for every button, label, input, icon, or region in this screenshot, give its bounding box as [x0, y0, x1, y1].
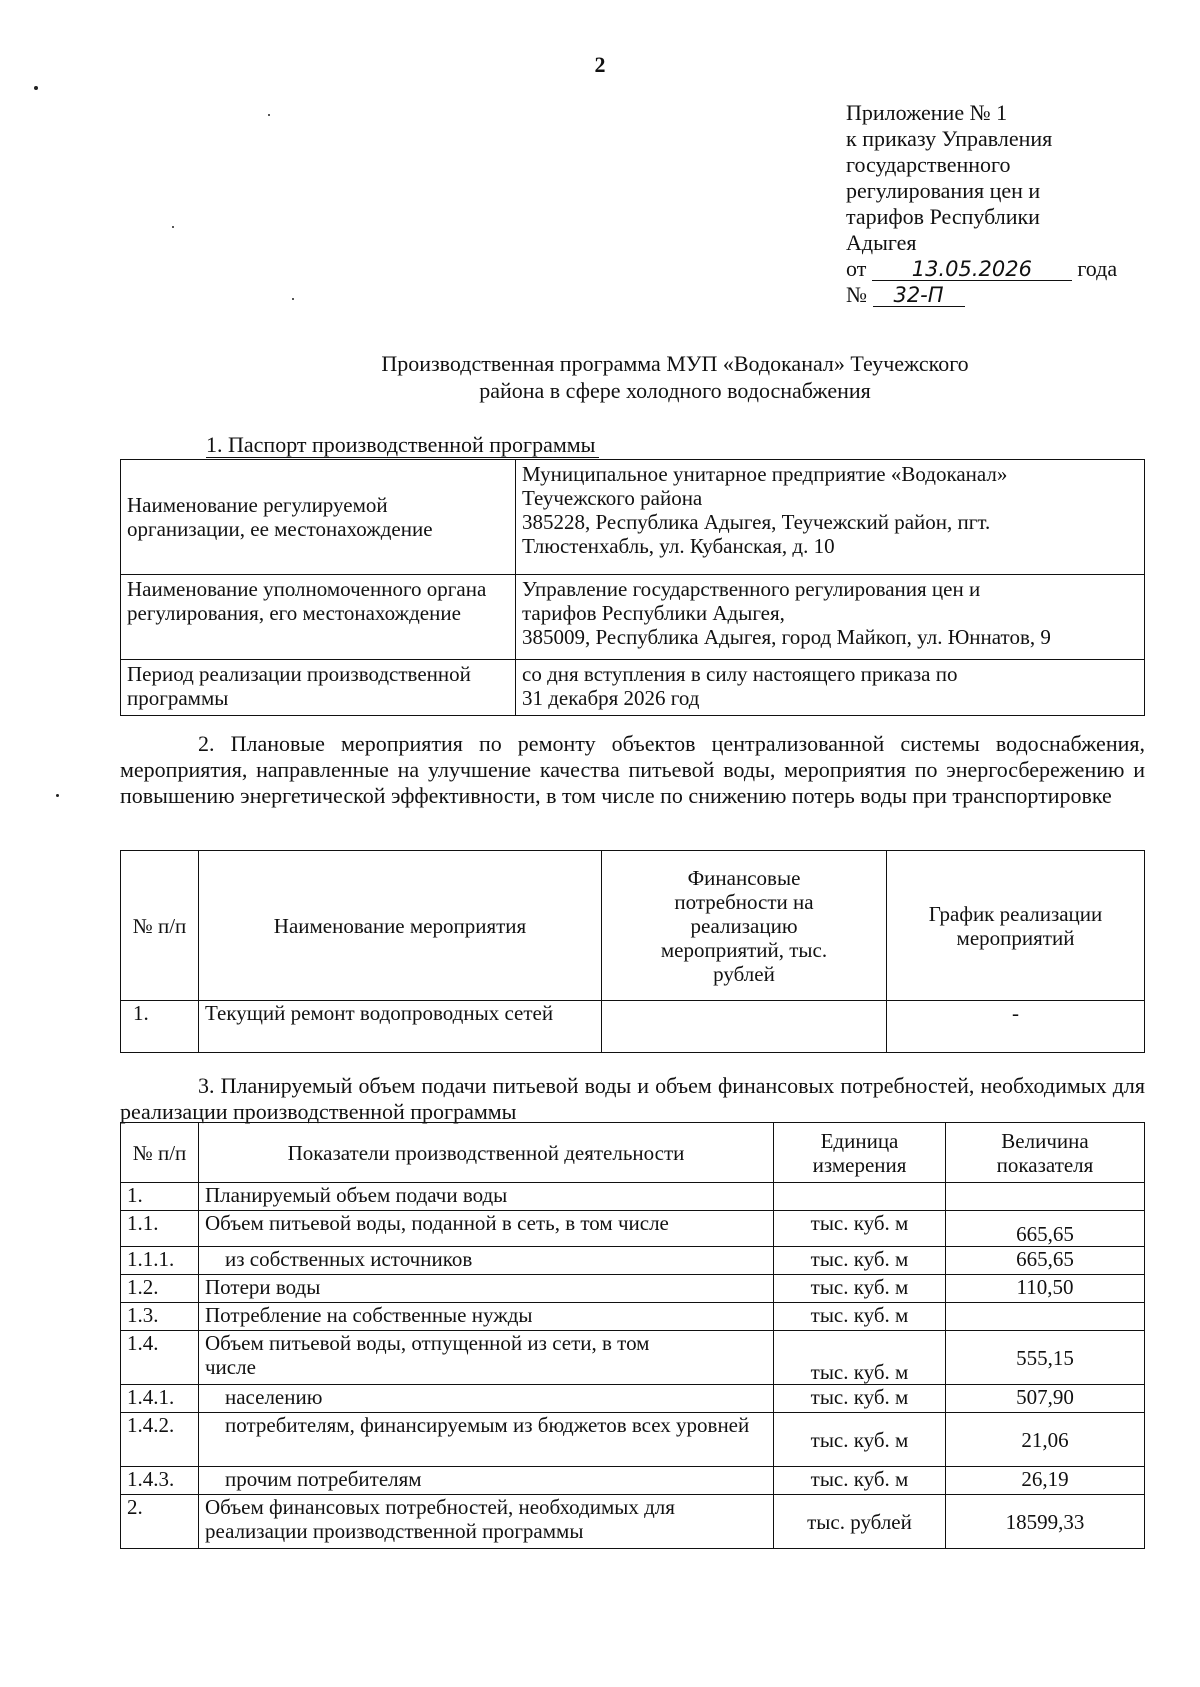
indicator-name: из собственных источников [199, 1247, 774, 1275]
indicator-name: Объем финансовых потребностей, необходимых для реализации производственной программы [199, 1495, 774, 1549]
measure-name: Текущий ремонт водопроводных сетей [199, 1001, 602, 1053]
indicator-number: 1.1.1. [121, 1247, 199, 1275]
indicator-name: прочим потребителям [199, 1467, 774, 1495]
indicator-value: 555,15 [946, 1331, 1145, 1385]
document-title [0, 350, 1200, 404]
passport-value [516, 460, 1145, 575]
indicator-unit: тыс. куб. м [774, 1467, 946, 1495]
appendix-line: Адыгея [846, 230, 917, 255]
passport-label: Наименование уполномоченного органа регулирования, его местонахождение [121, 575, 516, 660]
indicator-unit: тыс. рублей [774, 1495, 946, 1549]
passport-label: Период реализации производственной программы [121, 660, 516, 716]
date-suffix: года [1077, 256, 1118, 281]
table-row [121, 1467, 1145, 1495]
indicator-number: 2. [121, 1495, 199, 1549]
appendix-date-line [846, 256, 1166, 282]
value-line: Теучежского района [522, 486, 703, 510]
appendix-line: к приказу Управления [846, 126, 1053, 151]
indicators-table [120, 1122, 1145, 1549]
indicator-name: Потребление на собственные нужды [199, 1303, 774, 1331]
number-prefix: № [846, 282, 867, 307]
indicator-unit: тыс. куб. м [774, 1385, 946, 1413]
indicator-unit: тыс. куб. м [774, 1331, 946, 1385]
scan-speck [34, 86, 38, 90]
indicator-value: 665,65 [946, 1247, 1145, 1275]
indicator-value [946, 1183, 1145, 1211]
value-line: 31 декабря 2026 год [522, 686, 700, 710]
passport-value [516, 575, 1145, 660]
table-row [121, 1247, 1145, 1275]
column-header: Финансовые потребности на реализацию мероприятий, тыс. рублей [602, 851, 887, 1001]
table-row [121, 1495, 1145, 1549]
title-line: района в сфере холодного водоснабжения [479, 378, 871, 403]
indicator-value: 507,90 [946, 1385, 1145, 1413]
scan-speck [268, 114, 270, 116]
column-header: Наименование мероприятия [199, 851, 602, 1001]
indicator-value [946, 1303, 1145, 1331]
appendix-line: регулирования цен и [846, 178, 1041, 203]
table-row [121, 1331, 1145, 1385]
section3-heading: 3. Планируемый объем подачи питьевой воды и объем финансовых потребностей, необходимых для реализации производственной программы [120, 1073, 1145, 1124]
indicator-number: 1.4.1. [121, 1385, 199, 1413]
indicator-value: 665,65 [946, 1211, 1145, 1247]
indicator-name: Объем питьевой воды, поданной в сеть, в том числе [199, 1211, 774, 1247]
column-header: Величина показателя [946, 1123, 1145, 1183]
table-row [121, 660, 1145, 716]
table-row [121, 1183, 1145, 1211]
passport-value [516, 660, 1145, 716]
passport-table [120, 459, 1145, 716]
indicator-unit [774, 1183, 946, 1211]
table-row [121, 1413, 1145, 1467]
indicator-number: 1.4. [121, 1331, 199, 1385]
value-line: Муниципальное унитарное предприятие «Водоканал» [522, 462, 1008, 486]
measures-table [120, 850, 1145, 1053]
section2-heading: 2. Плановые мероприятия по ремонту объектов централизованной системы водоснабжения, мероприятия, направленные на улучшение качества питьевой воды, мероприятия по энергосбережению и повышению энергетической эффективности, в том числе по снижению потерь воды при транспортировке [120, 731, 1145, 808]
indicator-name: населению [199, 1385, 774, 1413]
measure-finance [602, 1001, 887, 1053]
table-header-row [121, 851, 1145, 1001]
column-header: № п/п [121, 1123, 199, 1183]
value-line: тарифов Республики Адыгея, [522, 601, 785, 625]
indicator-name: Планируемый объем подачи воды [199, 1183, 774, 1211]
indicator-name: потребителям, финансируемым из бюджетов всех уровней [199, 1413, 774, 1467]
indicator-name: Потери воды [199, 1275, 774, 1303]
indicator-unit: тыс. куб. м [774, 1303, 946, 1331]
appendix-line: тарифов Республики [846, 204, 1040, 229]
appendix-block [846, 100, 1166, 308]
column-header: График реализации мероприятий [887, 851, 1145, 1001]
handwritten-date: 13.05.2026 [872, 258, 1072, 281]
handwritten-number: 32-П [873, 284, 965, 307]
value-line: 385009, Республика Адыгея, город Майкоп, ул. Юннатов, 9 [522, 625, 1051, 649]
value-line: Управление государственного регулирования цен и [522, 577, 981, 601]
indicator-name: Объем питьевой воды, отпущенной из сети, в том числе [199, 1331, 774, 1385]
indicator-value: 110,50 [946, 1275, 1145, 1303]
indicator-unit: тыс. куб. м [774, 1275, 946, 1303]
table-header-row [121, 1123, 1145, 1183]
table-row [121, 460, 1145, 575]
table-row [121, 575, 1145, 660]
value-line: 385228, Республика Адыгея, Теучежский район, пгт. [522, 510, 991, 534]
indicator-number: 1. [121, 1183, 199, 1211]
column-header: № п/п [121, 851, 199, 1001]
scan-speck [172, 226, 174, 228]
title-line: Производственная программа МУП «Водоканал» Теучежского [381, 351, 969, 376]
appendix-line: государственного [846, 152, 1011, 177]
indicator-number: 1.4.2. [121, 1413, 199, 1467]
date-prefix: от [846, 256, 867, 281]
scan-speck [292, 298, 294, 300]
table-row [121, 1275, 1145, 1303]
value-line: Тлюстенхабль, ул. Кубанская, д. 10 [522, 534, 835, 558]
measure-schedule: - [887, 1001, 1145, 1053]
table-row [121, 1001, 1145, 1053]
indicator-value: 21,06 [946, 1413, 1145, 1467]
value-line: со дня вступления в силу настоящего приказа по [522, 662, 958, 686]
indicator-number: 1.2. [121, 1275, 199, 1303]
appendix-number-line [846, 282, 1166, 308]
page-number: 2 [594, 52, 606, 77]
passport-label: Наименование регулируемой организации, ее местонахождение [121, 460, 516, 575]
section1-heading: 1. Паспорт производственной программы [206, 432, 599, 458]
table-row [121, 1303, 1145, 1331]
measure-number: 1. [121, 1001, 199, 1053]
column-header: Показатели производственной деятельности [199, 1123, 774, 1183]
column-header: Единица измерения [774, 1123, 946, 1183]
indicator-unit: тыс. куб. м [774, 1211, 946, 1247]
indicator-unit: тыс. куб. м [774, 1247, 946, 1275]
indicator-value: 18599,33 [946, 1495, 1145, 1549]
indicator-number: 1.3. [121, 1303, 199, 1331]
indicator-unit: тыс. куб. м [774, 1413, 946, 1467]
indicator-number: 1.4.3. [121, 1467, 199, 1495]
table-row [121, 1385, 1145, 1413]
table-row [121, 1211, 1145, 1247]
scan-speck [56, 794, 59, 797]
appendix-line: Приложение № 1 [846, 100, 1008, 125]
indicator-value: 26,19 [946, 1467, 1145, 1495]
indicator-number: 1.1. [121, 1211, 199, 1247]
